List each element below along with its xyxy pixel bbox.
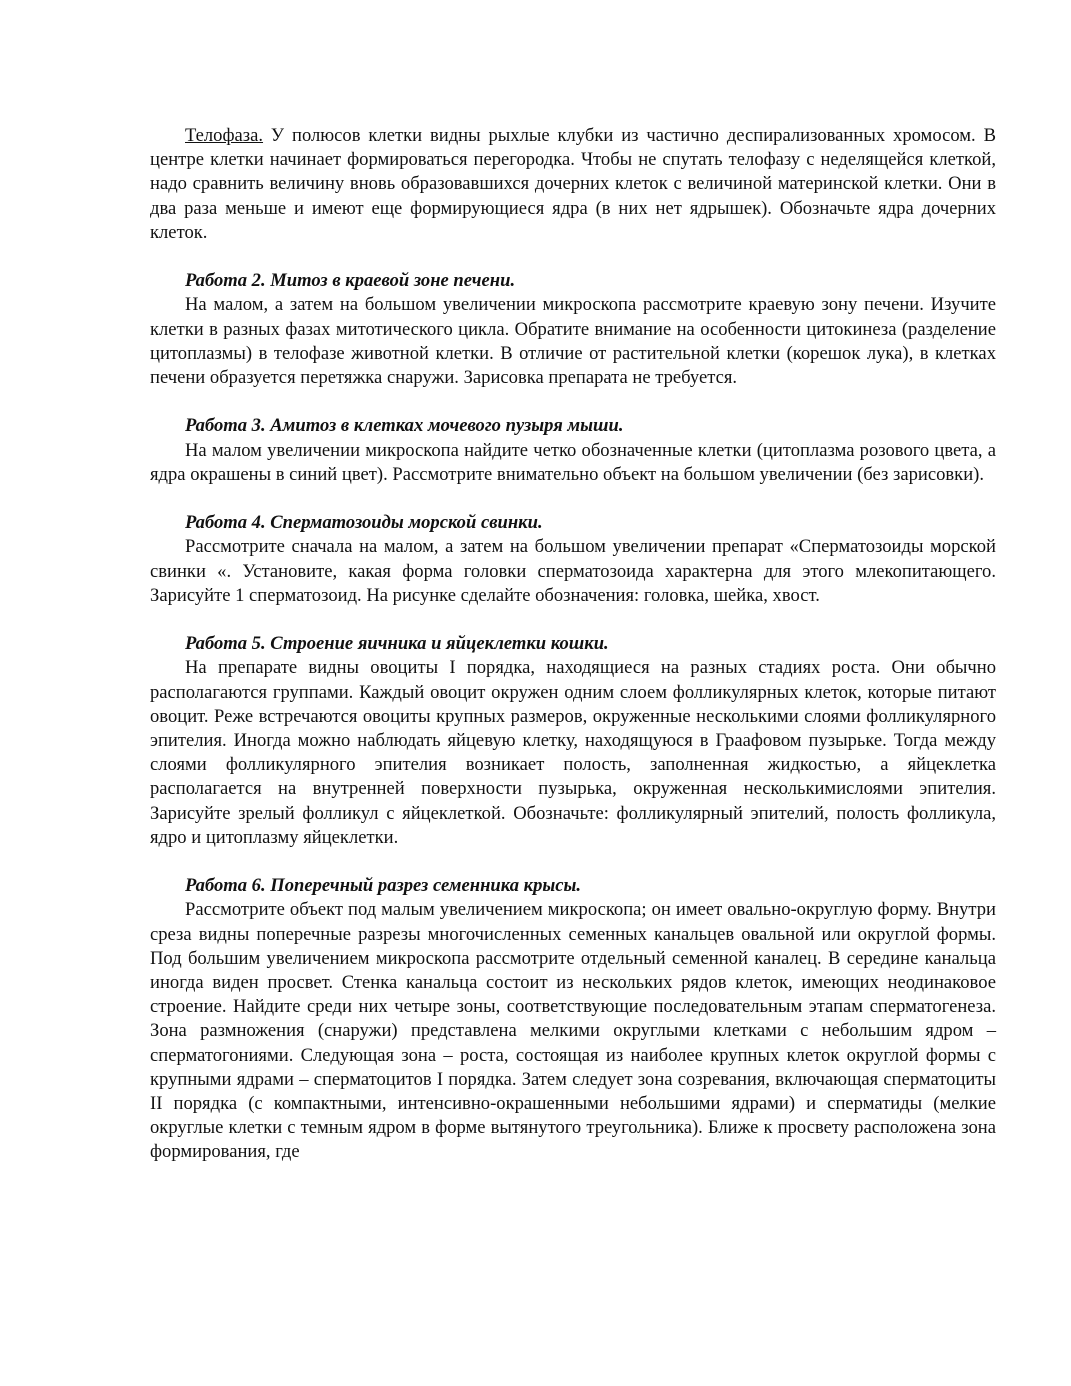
- section-4-title: Работа 4. Сперматозоиды морской свинки.: [185, 512, 543, 534]
- intro-text: У полюсов клетки видны рыхлые клубки из частично деспирализованных хромосом. В центре клетки начинает формироваться перегородка. Чтобы не спутать телофазу с неделящейся клеткой, надо сравнить величину вновь образовавшихся дочерних клеток с величиной материнской клетки. Они в два раза меньше и имеют еще формирующиеся ядра (в них нет ядрышек). Обозначьте ядра дочерних клеток.: [150, 125, 996, 243]
- section-6-body: Рассмотрите объект под малым увеличением микроскопа; он имеет овально-округлую форму. Внутри среза видны поперечные разрезы многочисленных семенных канальцев овальной или округлой формы. Под большим увеличением микроскопа рассмотрите отдельный семенной каналец. В середине канальца иногда виден просвет. Стенка канальца состоит из нескольких рядов клеток, имеющих неодинаковое строение. Найдите среди них четыре зоны, соответствующие последовательным этапам сперматогенеза. Зона размножения (снаружи) представлена мелкими округлыми клетками с небольшим ядром – сперматогониями. Следующая зона – роста, состоящая из наиболее крупных клеток округлой формы с крупными ядрами – сперматоцитов I порядка. Затем следует зона созревания, включающая сперматоциты II порядка (с компактными, интенсивно-окрашенными небольшими ядрами) и сперматиды (мелкие округлые клетки с темным ядром в форме вытянутого треугольника). Ближе к просвету расположена зона формирования, где: [150, 899, 996, 1163]
- section-3-title: Работа 3. Амитоз в клетках мочевого пузыря мыши.: [185, 415, 624, 437]
- intro-paragraph: [150, 124, 996, 245]
- intro-label: Телофаза.: [185, 125, 264, 146]
- section-2-body: На малом, а затем на большом увеличении микроскопа рассмотрите краевую зону печени. Изучите клетки в разных фазах митотического цикла. Обратите внимание на особенности цитокинеза (разделение цитоплазмы) в телофазе животной клетки. В отличие от растительной клетки (корешок лука), в клетках печени образуется перетяжка снаружи. Зарисовка препарата не требуется.: [150, 294, 996, 389]
- section-4-body: Рассмотрите сначала на малом, а затем на большом увеличении препарат «Сперматозоиды морской свинки «. Установите, какая форма головки сперматозоида характерна для этого млекопитающего. Зарисуйте 1 сперматозоид. На рисунке сделайте обозначения: головка, шейка, хвост.: [150, 536, 996, 606]
- document-page: [150, 124, 996, 1165]
- section-3-body: На малом увеличении микроскопа найдите четко обозначенные клетки (цитоплазма розового цвета, а ядра окрашены в синий цвет). Рассмотрите внимательно объект на большом увеличении (без зарисовки).: [150, 439, 996, 485]
- section-6-title: Работа 6. Поперечный разрез семенника крысы.: [185, 875, 582, 897]
- section-5-title: Работа 5. Строение яичника и яйцеклетки кошки.: [185, 633, 609, 655]
- section-2-title: Работа 2. Митоз в краевой зоне печени.: [185, 270, 516, 292]
- section-5-body: На препарате видны овоциты I порядка, находящиеся на разных стадиях роста. Они обычно располагаются группами. Каждый овоцит окружен одним слоем фолликулярных клеток, которые питают овоцит. Реже встречаются овоциты крупных размеров, окруженные несколькими слоями фолликулярного эпителия. Иногда можно наблюдать яйцевую клетку, находящуюся в Граафовом пузырьке. Тогда между слоями фолликулярного эпителия возникает полость, заполненная жидкостью, а яйцеклетка располагается на внутренней поверхности пузырька, окруженная несколькимислоями эпителия. Зарисуйте зрелый фолликул с яйцеклеткой. Обозначьте: фолликулярный эпителий, полость фолликула, ядро и цитоплазму яйцеклетки.: [150, 657, 996, 848]
